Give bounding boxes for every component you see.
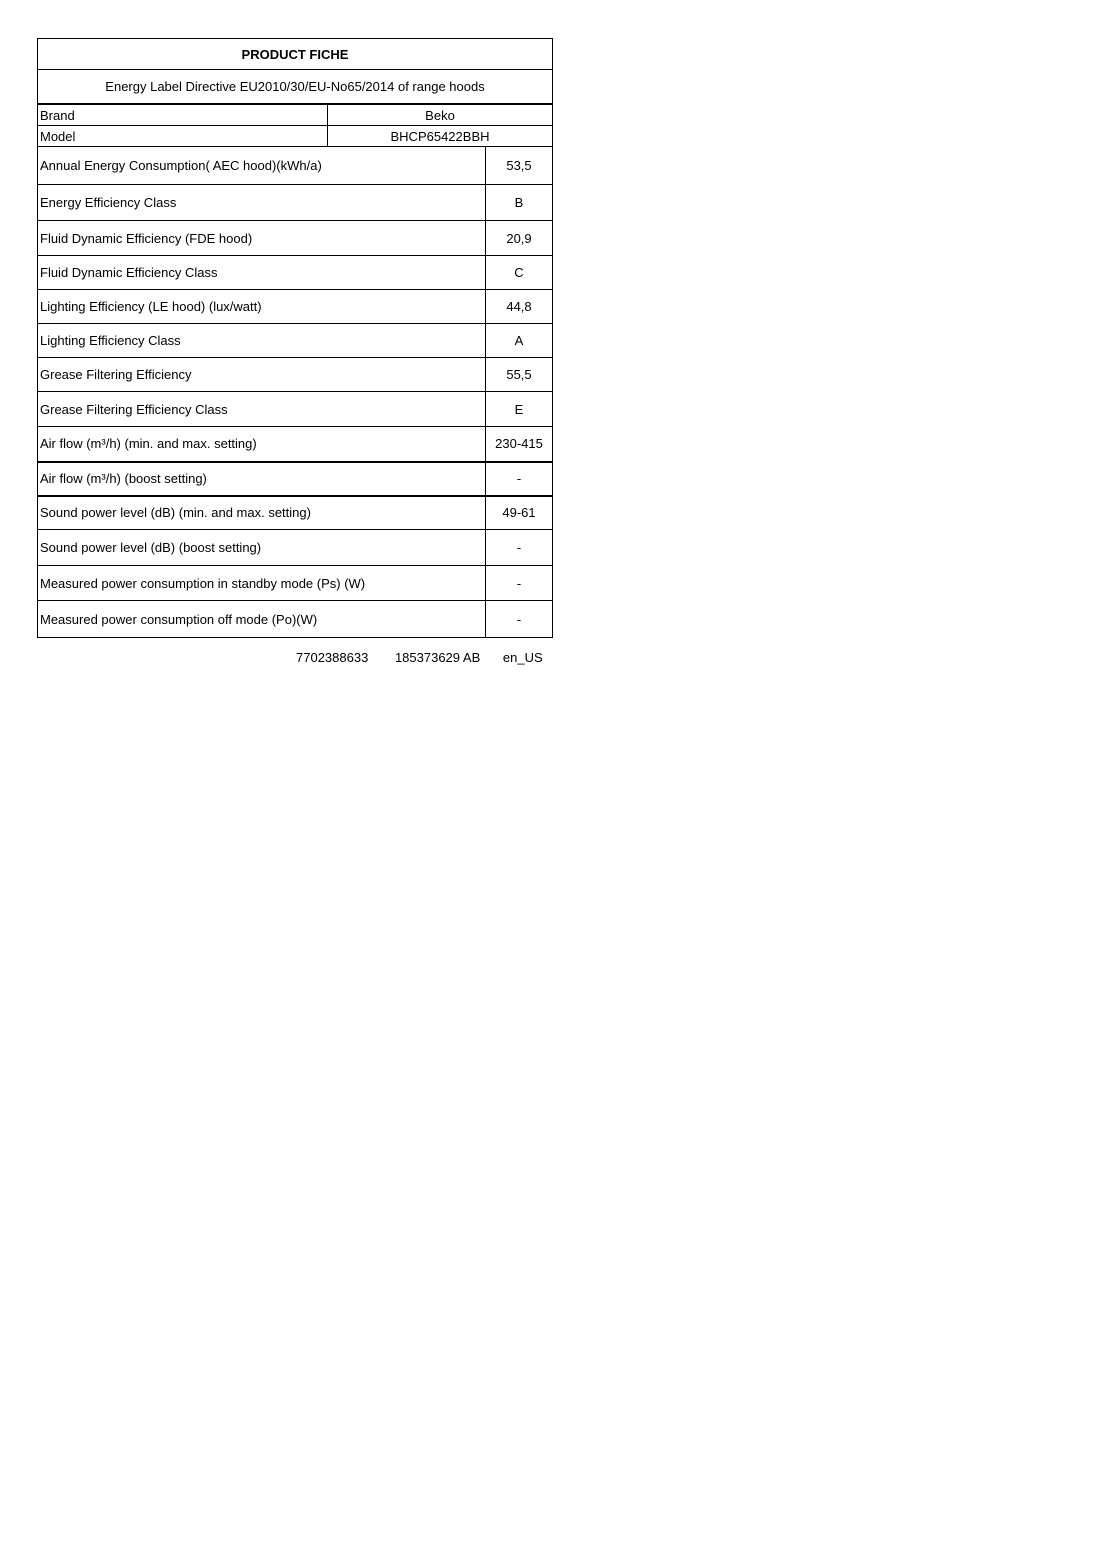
brand-label: Brand [38, 104, 328, 126]
spec-label: Lighting Efficiency Class [38, 324, 486, 358]
spec-value: B [486, 185, 553, 221]
spec-row [38, 566, 553, 601]
spec-label: Lighting Efficiency (LE hood) (lux/watt) [38, 290, 486, 324]
spec-label: Air flow (m³/h) (boost setting) [38, 462, 486, 496]
spec-label: Sound power level (dB) (boost setting) [38, 530, 486, 566]
spec-label: Energy Efficiency Class [38, 185, 486, 221]
spec-value: 55,5 [486, 358, 553, 392]
spec-value: 44,8 [486, 290, 553, 324]
spec-label: Sound power level (dB) (min. and max. setting) [38, 496, 486, 530]
spec-value: C [486, 256, 553, 290]
brand-value: Beko [328, 104, 553, 126]
document-footer [296, 650, 543, 665]
spec-row [38, 290, 553, 324]
spec-label: Measured power consumption off mode (Po)(W) [38, 601, 486, 638]
spec-label: Annual Energy Consumption( AEC hood)(kWh/a) [38, 147, 486, 185]
spec-value: 49-61 [486, 496, 553, 530]
spec-value: A [486, 324, 553, 358]
fiche-title: PRODUCT FICHE [38, 39, 553, 70]
spec-value: 53,5 [486, 147, 553, 185]
spec-row [38, 221, 553, 256]
directive-text: Energy Label Directive EU2010/30/EU-No65/2014 of range hoods [38, 70, 553, 105]
spec-label: Fluid Dynamic Efficiency Class [38, 256, 486, 290]
spec-row [38, 462, 553, 496]
spec-value: 20,9 [486, 221, 553, 256]
spec-value: - [486, 462, 553, 496]
model-value: BHCP65422BBH [328, 126, 553, 147]
spec-label: Measured power consumption in standby mode (Ps) (W) [38, 566, 486, 601]
spec-row [38, 358, 553, 392]
spec-row [38, 185, 553, 221]
footer-code: 7702388633 [296, 650, 369, 665]
spec-row [38, 601, 553, 638]
spec-label: Fluid Dynamic Efficiency (FDE hood) [38, 221, 486, 256]
fiche-table [37, 38, 553, 638]
spec-label: Air flow (m³/h) (min. and max. setting) [38, 427, 486, 462]
product-fiche [37, 38, 552, 638]
spec-label: Grease Filtering Efficiency [38, 358, 486, 392]
spec-value: - [486, 601, 553, 638]
spec-value: - [486, 566, 553, 601]
spec-value: E [486, 392, 553, 427]
spec-row [38, 530, 553, 566]
spec-row [38, 147, 553, 185]
model-label: Model [38, 126, 328, 147]
spec-value: - [486, 530, 553, 566]
spec-row [38, 392, 553, 427]
spec-row [38, 256, 553, 290]
spec-label: Grease Filtering Efficiency Class [38, 392, 486, 427]
footer-locale: en_US [502, 650, 543, 665]
footer-doc-number: 185373629 AB [394, 650, 481, 665]
spec-row [38, 427, 553, 462]
spec-value: 230-415 [486, 427, 553, 462]
spec-row [38, 496, 553, 530]
spec-row [38, 324, 553, 358]
